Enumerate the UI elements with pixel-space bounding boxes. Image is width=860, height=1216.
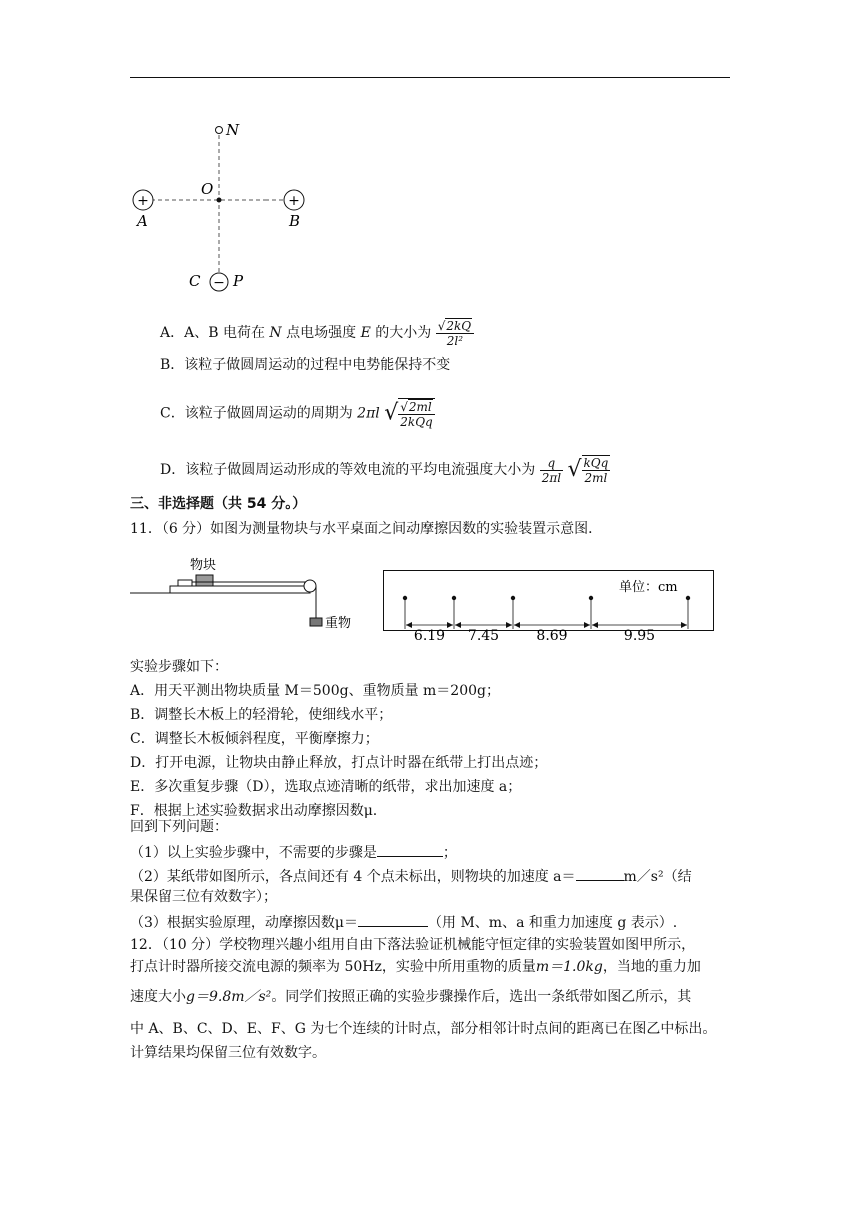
distance-label: 8.69	[536, 628, 568, 644]
q12-line-1: 12．（10 分）学校物理兴趣小组用自由下落法验证机械能守恒定律的实验装置如图甲所示，	[130, 937, 696, 953]
point-O-marker	[217, 198, 222, 203]
label-A: A	[137, 212, 148, 230]
step-D: D．打开电源，让物块由静止释放，打点计时器在纸带上打出点迹；	[130, 755, 548, 771]
label-B: B	[289, 212, 301, 230]
answer-blank-1[interactable]	[377, 842, 443, 857]
charge-diagram-right	[265, 180, 315, 230]
q12-line-4: 中 A、B、C、D、E、F、G 为七个连续的计时点，部分相邻计时点间的距离已在图乙中标出。	[130, 1021, 717, 1037]
step-E: E．多次重复步骤（D），选取点迹清晰的纸带，求出加速度 a；	[130, 779, 522, 795]
option-A-fraction: $\frac{√2kQ}{\text{2l²}}$	[436, 318, 474, 348]
charge-diagram	[125, 115, 265, 295]
option-A: A．A、B 电荷在 N 点电场强度 E 的大小为 $\frac{√2kQ}{\text{2l²}}$	[160, 318, 474, 348]
sub-question-2-cont: 果保留三位有效数字）；	[130, 889, 277, 905]
charge-A-sign: +	[137, 193, 149, 209]
sub-question-1: （1）以上实验步骤中，不需要的步骤是 ；	[130, 842, 457, 862]
option-D-fraction-2: $\frac{\text{kQq}}{2ml}$	[583, 456, 609, 485]
section-title: 三、非选择题（共 54 分。）	[130, 496, 307, 512]
step-A: A．用天平测出物块质量 M＝500g、重物质量 m＝200g；	[130, 683, 500, 699]
answer-intro: 回到下列问题：	[130, 819, 228, 835]
step-F: F．根据上述实验数据求出动摩擦因数μ.	[130, 803, 378, 819]
option-B: B．该粒子做圆周运动的过程中电势能保持不变	[160, 357, 451, 373]
sub-question-2: （2）某纸带如图所示，各点间还有 4 个点未标出，则物块的加速度 a＝ m／s²（结	[130, 866, 692, 886]
option-D: D．该粒子做圆周运动形成的等效电流的平均电流强度大小为 $\frac{q}{2\pi l}$ √ $\frac{\text{kQq}}{2ml}$	[160, 455, 609, 485]
distance-label: 7.45	[467, 628, 500, 644]
option-C: C．该粒子做圆周运动的周期为 2πl √ $\frac{√2ml}{\text{2kQq}}$	[160, 398, 435, 429]
q11-tape-figure	[383, 570, 715, 646]
charge-C-sign: −	[213, 275, 225, 291]
step-C: C．调整长木板倾斜程度，平衡摩擦力；	[130, 731, 379, 747]
distance-label: 6.19	[413, 628, 446, 644]
steps-intro: 实验步骤如下：	[130, 659, 228, 675]
q11-apparatus-figure	[130, 556, 360, 636]
charge-B-sign: +	[288, 193, 300, 209]
distance-label: 9.95	[623, 628, 656, 644]
point-N-marker	[216, 127, 223, 134]
q11-stem: 11．（6 分）如图为测量物块与水平桌面之间动摩擦因数的实验装置示意图．	[130, 521, 603, 537]
answer-blank-3[interactable]	[358, 912, 428, 927]
option-D-fraction-1: $\frac{q}{2\pi l}$	[541, 455, 562, 485]
answer-blank-2[interactable]	[576, 866, 624, 881]
sub-question-3: （3）根据实验原理，动摩擦因数μ＝ （用 M、m、a 和重力加速度 g 表示）.	[130, 912, 677, 932]
label-C: C	[189, 272, 201, 290]
step-B: B．调整长木板上的轻滑轮，使细线水平；	[130, 707, 393, 723]
label-N: N	[226, 121, 240, 139]
q12-line-3: 速度大小g＝9.8m／s²。同学们按照正确的实验步骤操作后，选出一条纸带如图乙所示，其	[130, 989, 692, 1005]
unit-label: 单位：cm	[619, 580, 678, 595]
block-label: 物块	[190, 558, 217, 573]
q12-line-2: 打点计时器所接交流电源的频率为 50Hz，实验中所用重物的质量m＝1.0kg，当地的重力加	[130, 959, 701, 975]
option-C-fraction: $\frac{√2ml}{\text{2kQq}}$	[398, 398, 435, 429]
weight-label: 重物	[325, 616, 352, 631]
q12-line-5: 计算结果均保留三位有效数字。	[130, 1045, 326, 1061]
label-P: P	[233, 272, 244, 290]
header-rule	[130, 77, 730, 78]
label-O: O	[201, 180, 214, 198]
